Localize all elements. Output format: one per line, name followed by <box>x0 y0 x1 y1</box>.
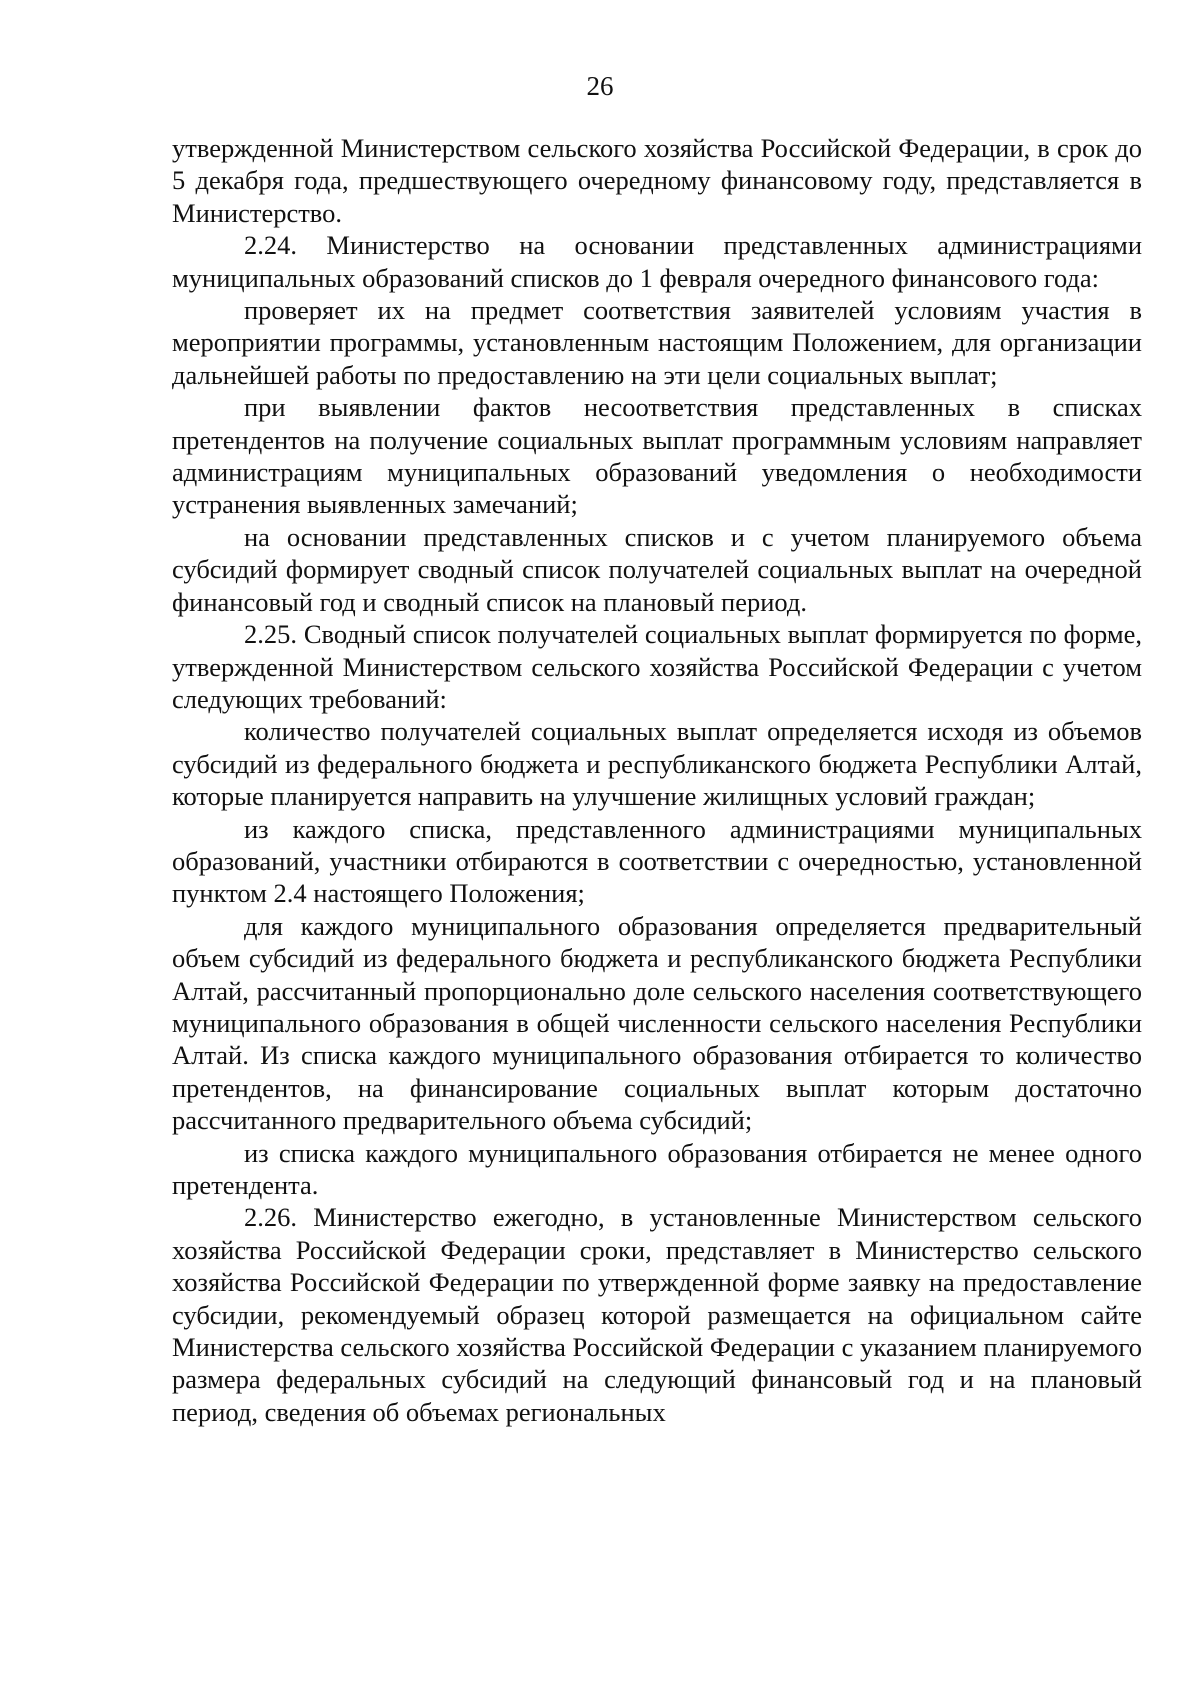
paragraph-2-25: 2.25. Сводный список получателей социальных выплат формируется по форме, утвержденной Министерством сельского хозяйства Российской Федерации с учетом следующих требований: <box>172 619 1142 714</box>
paragraph-2-26: 2.26. Министерство ежегодно, в установленные Министерством сельского хозяйства Российской Федерации сроки, представляет в Министерство сельского хозяйства Российской Федерации по утвержденной форме заявку на предоставление субсидии, рекомендуемый образец которой размещается на официальном сайте Министерства сельского хозяйства Российской Федерации с указанием планируемого размера федеральных субсидий на следующий финансовый год и на плановый период, сведения об объемах региональных <box>172 1202 1142 1427</box>
paragraph-2-24-item-3: на основании представленных списков и с учетом планируемого объема субсидий формирует сводный список получателей социальных выплат на очередной финансовый год и сводный список на плановый период. <box>172 521 1142 617</box>
paragraph-2-25-item-2: из каждого списка, представленного администрациями муниципальных образований, участники отбираются в соответствии с очередностью, установленной пунктом 2.4 настоящего Положения; <box>172 813 1142 909</box>
document-body <box>172 132 1142 1428</box>
page-number: 26 <box>586 71 614 101</box>
paragraph-2-24: 2.24. Министерство на основании представленных администрациями муниципальных образований списков до 1 февраля очередного финансового года: <box>172 230 1142 293</box>
paragraph-2-25-item-3: для каждого муниципального образования определяется предварительный объем субсидий из федерального бюджета и республиканского бюджета Республики Алтай, рассчитанный пропорционально доле сельского населения соответствующего муниципального образования в общей численности сельского населения Республики Алтай. Из списка каждого муниципального образования отбирается то количество претендентов, на финансирование социальных выплат которым достаточно рассчитанного предварительного объема субсидий; <box>172 910 1142 1136</box>
paragraph-2-24-item-2: при выявлении фактов несоответствия представленных в списках претендентов на получение социальных выплат программным условиям направляет администрациям муниципальных образований уведомления о необходимости устранения выявленных замечаний; <box>172 392 1142 520</box>
paragraph-continuation: утвержденной Министерством сельского хозяйства Российской Федерации, в срок до 5 декабря года, предшествующего очередному финансовому году, представляется в Министерство. <box>172 133 1142 228</box>
paragraph-2-25-item-4: из списка каждого муниципального образования отбирается не менее одного претендента. <box>172 1137 1142 1200</box>
paragraph-2-25-item-1: количество получателей социальных выплат определяется исходя из объемов субсидий из федерального бюджета и республиканского бюджета Республики Алтай, которые планируется направить на улучшение жилищных условий граждан; <box>172 716 1142 812</box>
paragraph-2-24-item-1: проверяет их на предмет соответствия заявителей условиям участия в мероприятии программы, установленным настоящим Положением, для организации дальнейшей работы по предоставлению на эти цели социальных выплат; <box>172 295 1142 390</box>
